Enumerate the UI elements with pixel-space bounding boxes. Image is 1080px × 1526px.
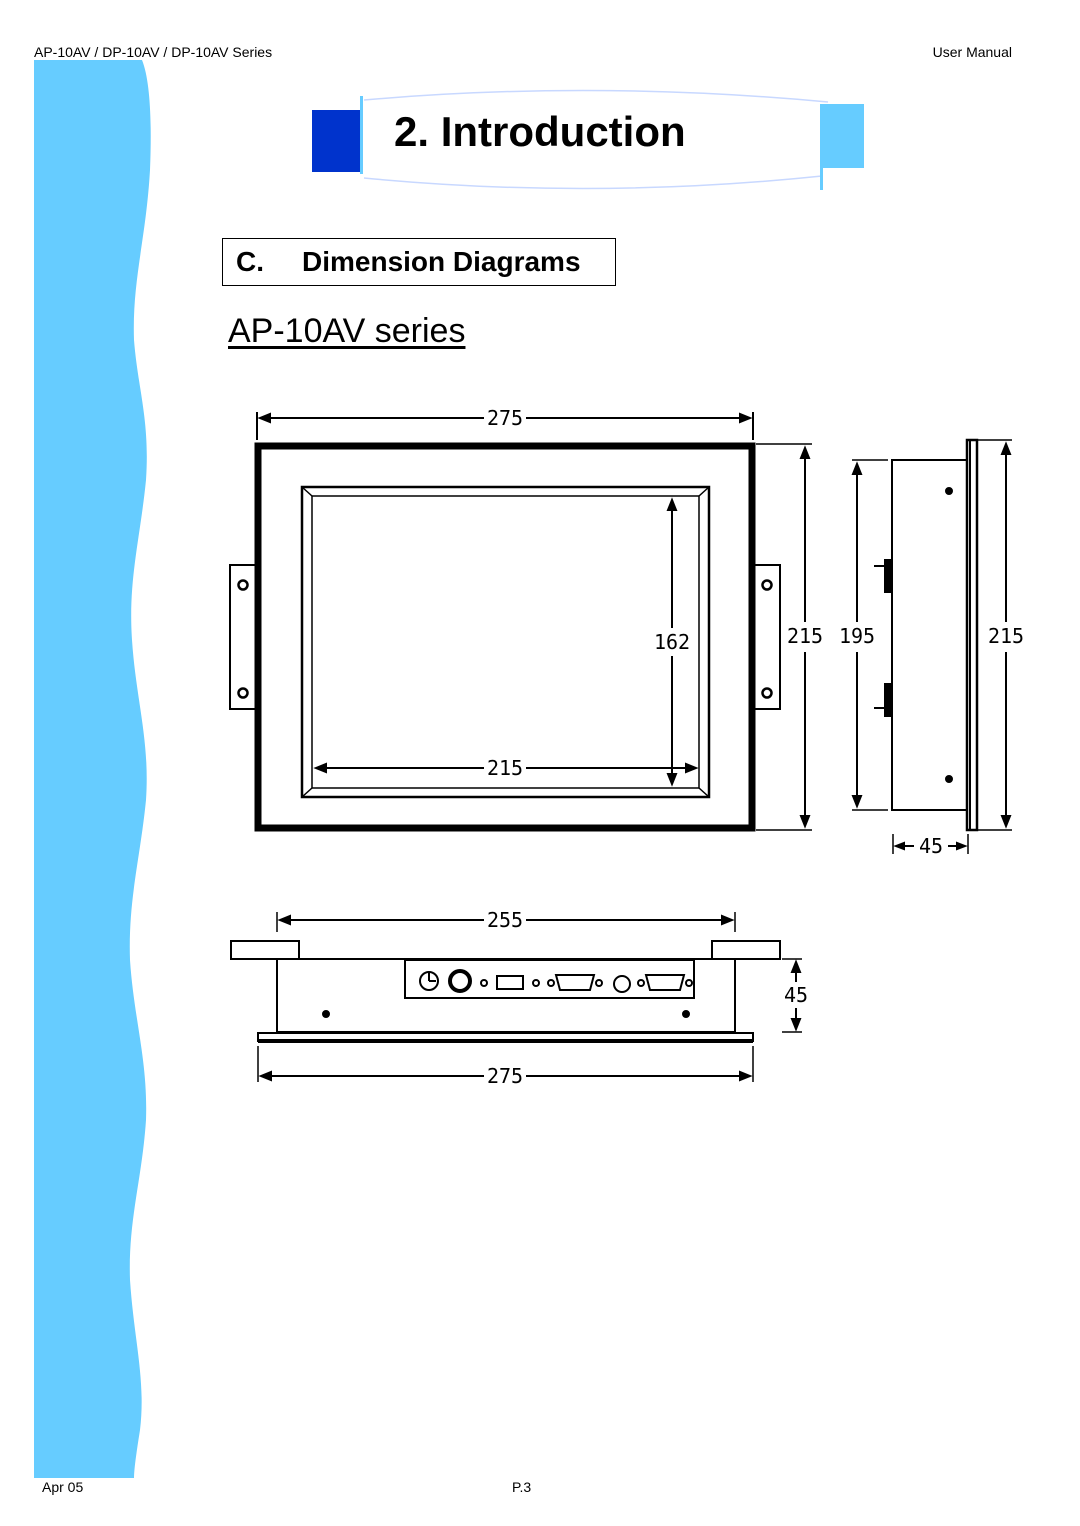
series-title: AP-10AV series [228,312,466,350]
dim-front-height: 215 [786,624,824,648]
dim-screen-width: 215 [486,756,524,780]
dim-side-inner-height: 195 [838,624,876,648]
dim-bottom-depth: 45 [783,983,809,1007]
chapter-title: 2. Introduction [394,108,686,155]
footer-page-number: P.3 [512,1479,532,1495]
dim-screen-height: 162 [653,630,691,654]
dim-bottom-top-width: 255 [486,908,524,932]
dim-side-depth: 45 [918,834,944,858]
header-left-text: AP-10AV / DP-10AV / DP-10AV Series [34,44,273,60]
header-right-text: User Manual [932,44,1012,60]
dim-front-width: 275 [486,406,524,430]
section-letter: C. [236,246,264,277]
footer-date: Apr 05 [42,1479,84,1495]
dim-side-outer-height: 215 [987,624,1025,648]
section-title: Dimension Diagrams [302,246,581,277]
dim-bottom-width: 275 [486,1064,524,1088]
